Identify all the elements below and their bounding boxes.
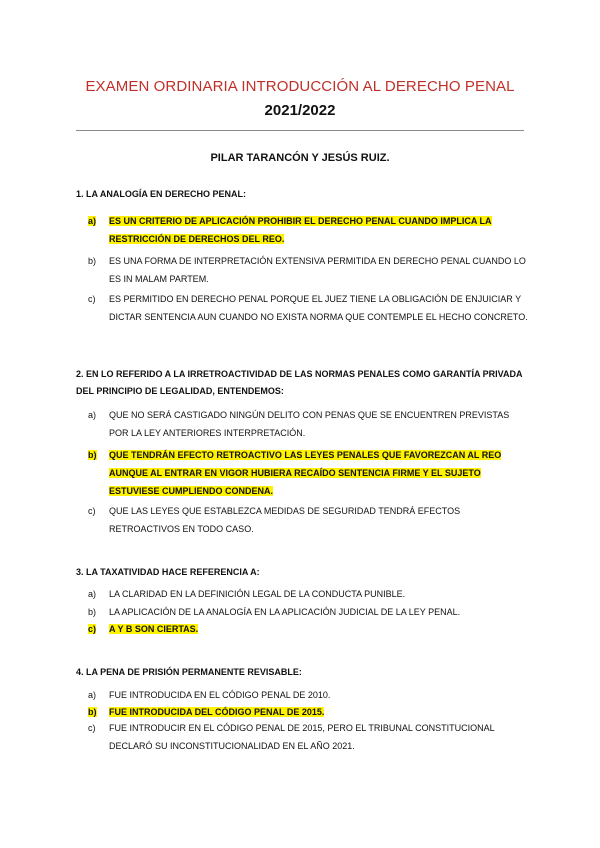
- question-2-option-b: [88, 446, 528, 500]
- option-letter: a): [88, 410, 97, 420]
- option-text: QUE LAS LEYES QUE ESTABLEZCA MEDIDAS DE SEGURIDAD TENDRÁ EFECTOS RETROACTIVOS EN TODO CASO.: [109, 506, 461, 534]
- question-2-option-a: [88, 406, 528, 442]
- question-4-option-c: [88, 719, 528, 755]
- option-letter: c): [88, 506, 96, 516]
- question-1-option-c: [88, 290, 528, 326]
- exam-authors: PILAR TARANCÓN Y JESÚS RUIZ.: [210, 152, 390, 164]
- option-letter: c): [88, 294, 96, 304]
- option-text: ES PERMITIDO EN DERECHO PENAL PORQUE EL JUEZ TIENE LA OBLIGACIÓN DE ENJUICIAR Y DICTAR SENTENCIA AUN CUANDO NO EXISTA NORMA QUE CONTEMPLE EL HECHO CONCRETO.: [109, 294, 528, 322]
- option-letter: a): [88, 690, 97, 700]
- question-3: 3. LA TAXATIVIDAD HACE REFERENCIA A:: [76, 567, 260, 577]
- option-text: LA CLARIDAD EN LA DEFINICIÓN LEGAL DE LA CONDUCTA PUNIBLE.: [109, 589, 406, 599]
- option-text: QUE TENDRÁN EFECTO RETROACTIVO LAS LEYES PENALES QUE FAVOREZCAN AL REO AUNQUE AL ENTRAR EN VIGOR HUBIERA RECAÍDO SENTENCIA FIRME Y EL SUJETO ESTUVIESE CUMPLIENDO CONDENA.: [109, 450, 502, 496]
- option-text: A Y B SON CIERTAS.: [109, 624, 199, 634]
- option-letter: a): [88, 216, 97, 226]
- question-4: 4. LA PENA DE PRISIÓN PERMANENTE REVISABLE:: [76, 667, 302, 677]
- option-text: FUE INTRODUCIDA DEL CÓDIGO PENAL DE 2015.: [109, 707, 325, 717]
- option-text: ES UN CRITERIO DE APLICACIÓN PROHIBIR EL DERECHO PENAL CUANDO IMPLICA LA RESTRICCIÓN DE DERECHOS DEL REO.: [109, 216, 492, 244]
- question-2: 2. EN LO REFERIDO A LA IRRETROACTIVIDAD DE LAS NORMAS PENALES COMO GARANTÍA PRIVADA DEL PRINCIPIO DE LEGALIDAD, ENTENDEMOS:: [76, 369, 523, 396]
- question-4-option-a: [88, 686, 528, 704]
- option-letter: b): [88, 256, 97, 266]
- question-2-option-c: [88, 502, 528, 538]
- option-text: LA APLICACIÓN DE LA ANALOGÍA EN LA APLICACIÓN JUDICIAL DE LA LEY PENAL.: [109, 607, 461, 617]
- option-letter: a): [88, 589, 97, 599]
- question-1-option-b: [88, 252, 528, 288]
- option-letter: c): [88, 624, 97, 634]
- option-letter: b): [88, 707, 97, 717]
- option-text: FUE INTRODUCIDA EN EL CÓDIGO PENAL DE 2010.: [109, 690, 331, 700]
- option-text: QUE NO SERÁ CASTIGADO NINGÚN DELITO CON PENAS QUE SE ENCUENTREN PREVISTAS POR LA LEY ANTERIORES INTERPRETACIÓN.: [109, 410, 510, 438]
- option-text: ES UNA FORMA DE INTERPRETACIÓN EXTENSIVA PERMITIDA EN DERECHO PENAL CUANDO LO ES IN MALAM PARTEM.: [109, 256, 526, 284]
- option-letter: b): [88, 607, 97, 617]
- exam-year: 2021/2022: [264, 102, 336, 119]
- question-1: 1. LA ANALOGÍA EN DERECHO PENAL:: [76, 189, 247, 199]
- question-1-option-a: [88, 212, 528, 248]
- exam-title: EXAMEN ORDINARIA INTRODUCCIÓN AL DERECHO PENAL: [85, 78, 515, 95]
- question-3-option-b: [88, 603, 528, 621]
- header-divider: [76, 130, 524, 131]
- question-3-option-c: [88, 620, 528, 638]
- option-letter: b): [88, 450, 97, 460]
- option-letter: c): [88, 723, 96, 733]
- option-text: FUE INTRODUCIR EN EL CÓDIGO PENAL DE 2015, PERO EL TRIBUNAL CONSTITUCIONAL DECLARÓ SU INCONSTITUCIONALIDAD EN EL AÑO 2021.: [109, 723, 495, 751]
- question-3-option-a: [88, 585, 528, 603]
